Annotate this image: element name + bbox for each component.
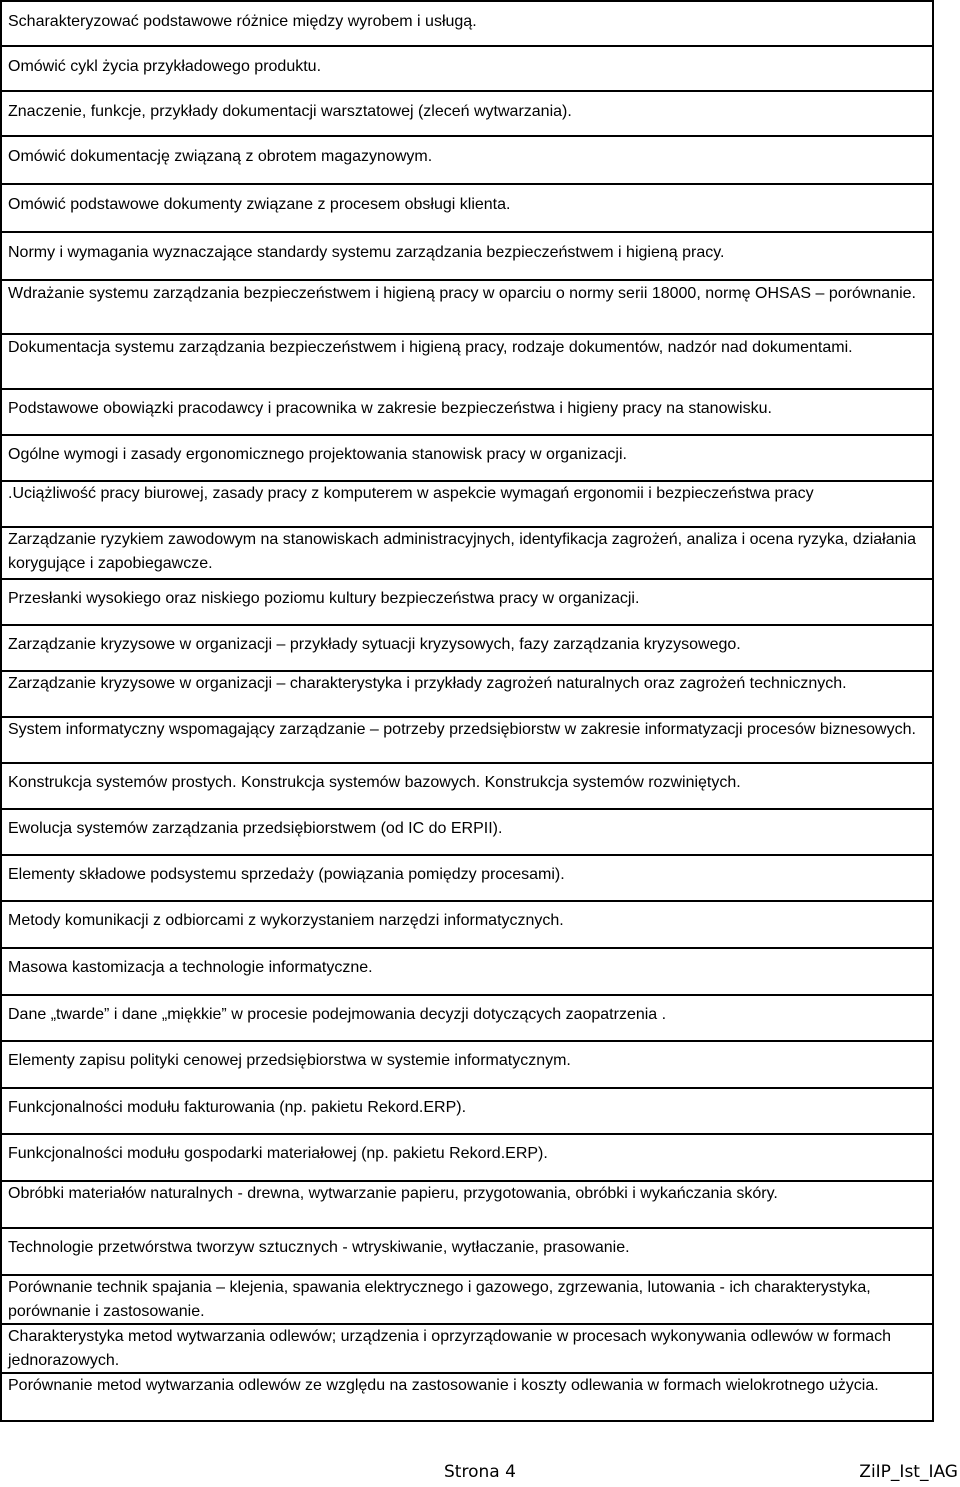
topic-row — [1, 1041, 933, 1088]
topic-cell — [1, 579, 933, 625]
topic-text: Ogólne wymogi i zasady ergonomicznego projektowania stanowisk pracy w organizacji. — [8, 446, 627, 463]
topic-row — [1, 435, 933, 481]
topic-cell — [1, 1275, 933, 1324]
topic-text: System informatyczny wspomagający zarządzanie – potrzeby przedsiębiorstw w zakresie informatyzacji procesów biznesowych. — [8, 721, 916, 738]
topic-cell — [1, 232, 933, 280]
topic-cell — [1, 948, 933, 995]
topic-cell — [1, 1041, 933, 1088]
topic-text: Metody komunikacji z odbiorcami z wykorzystaniem narzędzi informatycznych. — [8, 912, 564, 929]
topic-row — [1, 1134, 933, 1181]
topic-row — [1, 527, 933, 579]
topic-cell — [1, 855, 933, 901]
topics-body — [1, 1, 933, 1421]
topic-cell — [1, 1324, 933, 1373]
topic-text: Zarządzanie kryzysowe w organizacji – charakterystyka i przykłady zagrożeń naturalnych oraz zagrożeń technicznych. — [8, 675, 847, 692]
topic-text: Ewolucja systemów zarządzania przedsiębiorstwem (od IC do ERPII). — [8, 820, 503, 837]
topic-cell — [1, 435, 933, 481]
topic-row — [1, 1, 933, 46]
topic-text: Elementy zapisu polityki cenowej przedsiębiorstwa w systemie informatycznym. — [8, 1052, 571, 1069]
topic-text: Porównanie technik spajania – klejenia, spawania elektrycznego i gazowego, zgrzewania, lutowania - ich charakterystyka, porównanie i zastosowanie. — [8, 1279, 871, 1320]
topic-row — [1, 1088, 933, 1134]
topic-cell — [1, 184, 933, 232]
topic-text: Obróbki materiałów naturalnych - drewna, wytwarzanie papieru, przygotowania, obróbki i wykańczania skóry. — [8, 1185, 778, 1202]
topic-row — [1, 46, 933, 91]
topic-text: Charakterystyka metod wytwarzania odlewów; urządzenia i oprzyrządowanie w procesach wykonywania odlewów w formach jednorazowych. — [8, 1328, 892, 1369]
topic-cell — [1, 995, 933, 1041]
topic-row — [1, 334, 933, 389]
topic-text: Elementy składowe podsystemu sprzedaży (powiązania pomiędzy procesami). — [8, 866, 565, 883]
topic-row — [1, 1181, 933, 1228]
topic-text: Funkcjonalności modułu fakturowania (np. pakietu Rekord.ERP). — [8, 1099, 467, 1116]
topic-cell — [1, 334, 933, 389]
topic-row — [1, 136, 933, 184]
topic-row — [1, 389, 933, 435]
topic-cell — [1, 527, 933, 579]
topic-cell — [1, 901, 933, 948]
topic-cell — [1, 481, 933, 527]
topic-row — [1, 625, 933, 671]
page-number: Strona 4 — [444, 1462, 516, 1482]
topic-text: Znaczenie, funkcje, przykłady dokumentacji warsztatowej (zleceń wytwarzania). — [8, 103, 572, 120]
topic-row — [1, 995, 933, 1041]
topic-row — [1, 717, 933, 763]
topic-cell — [1, 1373, 933, 1421]
topic-row — [1, 579, 933, 625]
topic-row — [1, 901, 933, 948]
topic-cell — [1, 763, 933, 809]
topic-row — [1, 1275, 933, 1324]
topic-row — [1, 1324, 933, 1373]
topic-cell — [1, 809, 933, 855]
topic-cell — [1, 91, 933, 136]
topic-cell — [1, 717, 933, 763]
topic-text: Dane „twarde” i dane „miękkie” w procesie podejmowania decyzji dotyczących zaopatrzenia . — [8, 1006, 667, 1023]
topic-text: Konstrukcja systemów prostych. Konstrukcja systemów bazowych. Konstrukcja systemów rozwiniętych. — [8, 774, 741, 791]
topic-text: Masowa kastomizacja a technologie informatyczne. — [8, 959, 373, 976]
document-code: ZiIP_Ist_IAG — [859, 1462, 958, 1482]
topic-row — [1, 671, 933, 717]
topic-text: Dokumentacja systemu zarządzania bezpieczeństwem i higieną pracy, rodzaje dokumentów, nadzór nad dokumentami. — [8, 339, 853, 356]
topic-text: Normy i wymagania wyznaczające standardy systemu zarządzania bezpieczeństwem i higieną pracy. — [8, 244, 725, 261]
topic-text: Wdrażanie systemu zarządzania bezpieczeństwem i higieną pracy w oparciu o normy serii 18000, normę OHSAS – porównanie. — [8, 285, 916, 302]
topic-cell — [1, 1088, 933, 1134]
topic-cell — [1, 46, 933, 91]
topic-cell — [1, 1, 933, 46]
topic-row — [1, 184, 933, 232]
topic-text: Funkcjonalności modułu gospodarki materiałowej (np. pakietu Rekord.ERP). — [8, 1145, 548, 1162]
topic-cell — [1, 389, 933, 435]
topic-row — [1, 280, 933, 334]
topic-row — [1, 481, 933, 527]
topic-text: Zarządzanie ryzykiem zawodowym na stanowiskach administracyjnych, identyfikacja zagrożeń, analiza i ocena ryzyka, działania korygujące i zapobiegawcze. — [8, 531, 916, 572]
topic-text: Technologie przetwórstwa tworzyw sztucznych - wtryskiwanie, wytłaczanie, prasowanie. — [8, 1239, 630, 1256]
topic-row — [1, 948, 933, 995]
topic-cell — [1, 1181, 933, 1228]
topic-row — [1, 855, 933, 901]
topic-row — [1, 809, 933, 855]
topic-text: Porównanie metod wytwarzania odlewów ze względu na zastosowanie i koszty odlewania w formach wielokrotnego użycia. — [8, 1377, 879, 1394]
topic-cell — [1, 1134, 933, 1181]
topic-text: Podstawowe obowiązki pracodawcy i pracownika w zakresie bezpieczeństwa i higieny pracy na stanowisku. — [8, 400, 772, 417]
topic-row — [1, 232, 933, 280]
topic-row — [1, 91, 933, 136]
topic-text: Omówić cykl życia przykładowego produktu. — [8, 58, 322, 75]
topic-cell — [1, 136, 933, 184]
topic-row — [1, 1228, 933, 1275]
topic-row — [1, 1373, 933, 1421]
topic-text: Scharakteryzować podstawowe różnice między wyrobem i usługą. — [8, 13, 477, 30]
topic-text: Zarządzanie kryzysowe w organizacji – przykłady sytuacji kryzysowych, fazy zarządzania kryzysowego. — [8, 636, 741, 653]
topic-cell — [1, 625, 933, 671]
topic-cell — [1, 1228, 933, 1275]
topic-row — [1, 763, 933, 809]
topic-text: Omówić dokumentację związaną z obrotem magazynowym. — [8, 148, 433, 165]
topic-text: Omówić podstawowe dokumenty związane z procesem obsługi klienta. — [8, 196, 511, 213]
topic-cell — [1, 671, 933, 717]
topic-text: Przesłanki wysokiego oraz niskiego poziomu kultury bezpieczeństwa pracy w organizacji. — [8, 590, 640, 607]
topic-cell — [1, 280, 933, 334]
topic-text: .Uciążliwość pracy biurowej, zasady pracy z komputerem w aspekcie wymagań ergonomii i bezpieczeństwa pracy — [8, 485, 814, 502]
